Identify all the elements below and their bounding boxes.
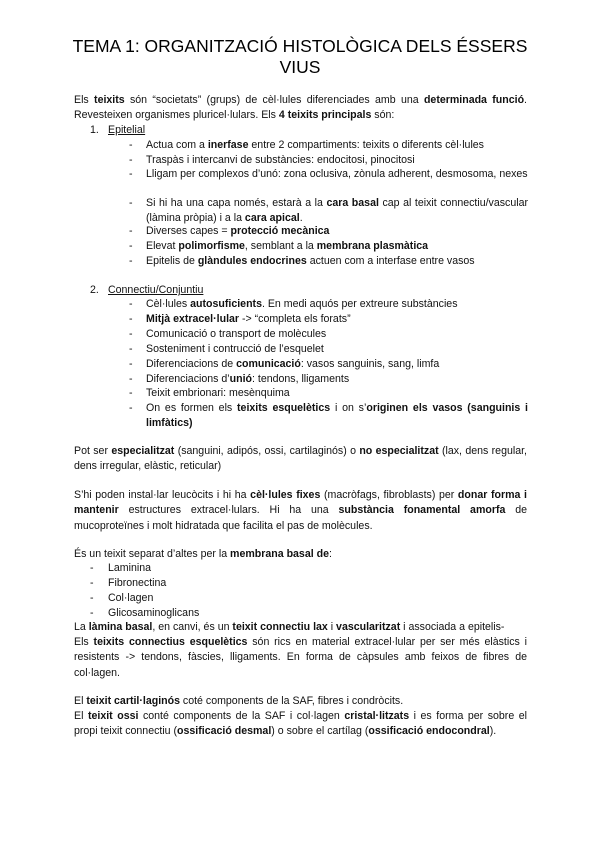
list-item-text: Diferenciacions de comunicació: vasos sanguinis, sang, limfa [146,358,440,370]
list-item [129,138,528,153]
list-item-text: Diferenciacions d’unió: tendons, lligaments [146,373,350,385]
bold-term: cara basal [326,197,379,209]
bold-term: cristal·litzats [344,710,410,722]
bold-term: ossificació desmal [177,725,272,738]
bold-term: teixit ossi [87,710,139,722]
dash-bullet: - [129,240,133,252]
paragraph-membrana-basal: És un teixit separat d’altes per la membrana basal de: [74,548,332,560]
list-item-text: Cèl·lules autosuficients. En medi aquós per extreure substàncies [146,298,458,310]
bold-term: membrana plasmàtica [316,240,429,252]
dash-bullet: - [129,139,133,151]
paragraph-cartilaginos: El teixit cartil·laginós coté components de la SAF, fibres i condròcits. [74,695,404,707]
list-item-text: Sosteniment i contrucció de l’esquelet [146,343,324,355]
membrane-list-item [90,606,200,621]
list-item-text: Comunicació o transport de molècules [146,328,327,340]
bold-term: membrana basal de [230,548,329,560]
list-item [129,386,528,401]
bold-term: teixits connectius esquelètics [93,636,248,648]
dash-bullet: - [129,313,133,325]
list-item [129,401,528,432]
bold-term: comunicació [236,358,301,370]
bold-term: polimorfisme [178,240,245,252]
dash-bullet: - [129,358,133,370]
membrane-list-item [90,591,154,606]
list-item-text: Mitjà extracel·lular -> “completa els forats” [146,313,351,325]
bold-term: determinada funció [423,94,525,106]
list-item-text: Si hi ha una capa només, estarà a la cara basal cap al teixit connectiu/vascular (làmina pròpia) i a la cara apical. [146,197,528,225]
dash-bullet: - [129,225,133,237]
list-item [129,327,528,342]
bold-term: Mitjà extracel·lular [146,313,240,325]
paragraph-esqueletics: Els teixits connectius esquelètics són rics en material extracel·lular per ser més elàstics i resistents -> tendons, fàscies, lligaments. En forma de càpsules amb feixos de fibres de col·lagen. [74,636,527,679]
bold-term: autosuficients [190,298,262,310]
dash-bullet: - [129,197,133,209]
dash-bullet: - [129,154,133,166]
membrane-list-item [90,576,167,591]
list-item [129,372,528,387]
list-item-text: Traspàs i intercanvi de substàncies: endocitosi, pinocitosi [146,154,415,166]
membrane-list-item [90,561,151,576]
paragraph-especialitzat: Pot ser especialitzat (sanguini, adipós, ossi, cartilaginós) o no especialitzat (lax, dens regular, dens irregular, elàstic, reticular) [74,445,527,473]
list-item-text: Diverses capes = protecció mecànica [146,225,330,237]
dash-bullet: - [129,328,133,340]
paragraph-ossi: El teixit ossi conté components de la SAF i col·lagen cristal·litzats i es forma per sobre el propi teixit connectiu (ossificació desmal) o sobre el cartílag (ossificació endocondral). [74,710,528,738]
dash-bullet: - [90,577,94,589]
list-item [129,254,528,269]
bold-term: teixit cartil·laginós [86,695,180,707]
document-title: TEMA 1: ORGANITZACIÓ HISTOLÒGICA DELS ÉSSERS VIUS [72,36,528,77]
dash-bullet: - [90,607,94,619]
list-item-text: Lligam per complexos d’unó: zona oclusiva, zònula adherent, desmosoma, nexes [146,168,528,180]
list-item-text: Epitelis de glàndules endocrines actuen com a interfase entre vasos [146,255,475,267]
dash-bullet: - [90,562,94,574]
bold-term: làmina basal [88,621,153,633]
list-item [129,153,528,168]
list-item [129,224,528,239]
membrane-list-item-text: Laminina [108,562,151,574]
list-item [129,312,528,327]
bold-term: cara apical [244,212,300,225]
dash-bullet: - [129,255,133,267]
dash-bullet: - [129,298,133,310]
membrane-list-item-text: Glicosaminoglicans [108,607,200,619]
bold-term: glàndules endocrines [197,255,307,267]
bold-term: cèl·lules fixes [250,489,321,501]
bold-term: protecció mecànica [230,225,330,237]
bold-term: vascularitzat [336,621,401,633]
list-item [129,297,528,312]
dash-bullet: - [90,592,94,604]
section-heading-connectiu: Connectiu/Conjuntiu [108,284,204,296]
membrane-list-item-text: Col·lagen [108,592,154,604]
list-item-text: On es formen els teixits esquelètics i on s’originen els vasos (sanguinis i limfàtics) [146,402,528,430]
list-item-text: Teixit embrionari: mesènquima [146,387,290,399]
bold-term: unió [229,373,252,385]
section-number: 1. [90,124,99,136]
bold-term: originen els vasos (sanguinis i limfàtics) [146,402,528,430]
bold-term: especialitzat [111,445,175,457]
section-number: 2. [90,284,99,296]
list-item [129,239,528,254]
bold-term: teixit connectiu lax [232,621,328,633]
bold-term: ossificació endocondral [368,725,490,738]
list-item [129,342,528,357]
dash-bullet: - [129,343,133,355]
list-item [129,196,528,227]
bold-term: no especialitzat [359,445,439,457]
paragraph-lamina-basal: La làmina basal, en canvi, és un teixit connectiu lax i vascularitzat i associada a epitelis- [74,621,505,633]
bold-term: donar forma i mantenir [74,489,527,517]
section-heading-epitelial: Epitelial [108,124,146,136]
list-item-text: Elevat polimorfisme, semblant a la membrana plasmàtica [146,240,429,252]
bold-term: 4 teixits principals [278,109,372,122]
list-item [129,357,528,372]
list-item-text: Actua com a inerfase entre 2 compartiments: teixits o diferents cèl·lules [146,139,484,151]
bold-term: teixits [94,94,125,106]
membrane-list-item-text: Fibronectina [108,577,167,589]
dash-bullet: - [129,373,133,385]
dash-bullet: - [129,402,133,414]
bold-term: inerfase [207,139,249,151]
bold-term: substància fonamental amorfa [338,504,506,517]
paragraph-leucocits: S’hi poden instal·lar leucòcits i hi ha cèl·lules fixes (macròfags, fibroblasts) per donar forma i mantenir estructures extracel·lulars. Hi ha una substància fonamental amorfa de mucoproteïnes i molt hidratada que facilita el pas de molècules. [74,489,528,532]
dash-bullet: - [129,168,133,180]
bold-term: teixits esquelètics [237,402,331,414]
intro-paragraph: Els teixits són “societats” (grups) de cèl·lules diferenciades amb una determinada funció. Revesteixen organismes pluricel·lulars. Els 4 teixits principals són: [74,94,527,122]
list-item [129,167,528,182]
dash-bullet: - [129,387,133,399]
